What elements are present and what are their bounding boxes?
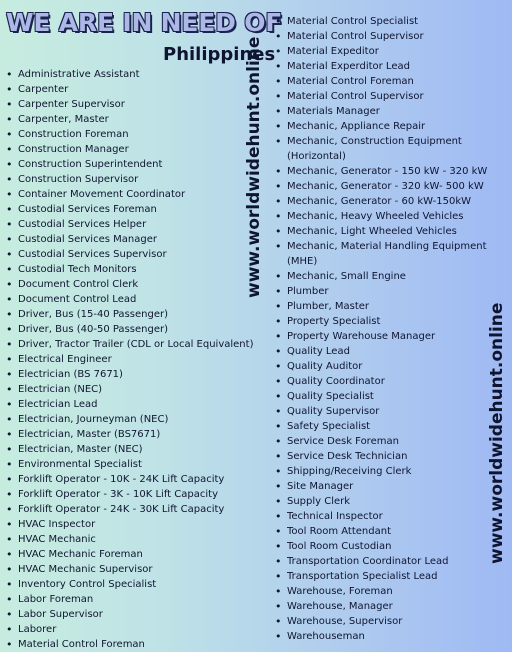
job-item: • HVAC Inspector (6, 517, 268, 532)
job-list-left (6, 67, 268, 652)
job-item: • Plumber (275, 284, 507, 299)
job-item: • Electrician (NEC) (6, 382, 268, 397)
job-item: • Tool Room Custodian (275, 539, 507, 554)
watermark-left: www.worldwidehunt.online (244, 36, 264, 298)
job-item: • Safety Specialist (275, 419, 507, 434)
job-item: • Warehouse, Supervisor (275, 614, 507, 629)
job-item: • Mechanic, Light Wheeled Vehicles (275, 224, 507, 239)
job-item: • Construction Foreman (6, 127, 268, 142)
job-item: • Warehouseman (275, 629, 507, 644)
country-name: Philippines (163, 44, 276, 65)
job-item: • Quality Specialist (275, 389, 507, 404)
job-item: • Document Control Lead (6, 292, 268, 307)
job-item: • Electrician, Journeyman (NEC) (6, 412, 268, 427)
job-item: • Site Manager (275, 479, 507, 494)
job-item: • Transportation Specialist Lead (275, 569, 507, 584)
job-item: • Material Control Supervisor (275, 29, 507, 44)
job-item: • Service Desk Foreman (275, 434, 507, 449)
job-item: • Quality Coordinator (275, 374, 507, 389)
job-item: • Driver, Bus (40-50 Passenger) (6, 322, 268, 337)
job-item: • Mechanic, Construction Equipment (Horizontal) (275, 134, 507, 164)
job-item: • Carpenter, Master (6, 112, 268, 127)
job-item: • Container Movement Coordinator (6, 187, 268, 202)
headline: WE ARE IN NEED OF (6, 8, 283, 37)
job-item: • Driver, Tractor Trailer (CDL or Local Equivalent) (6, 337, 268, 352)
job-item: • Material Expeditor (275, 44, 507, 59)
job-item: • Property Specialist (275, 314, 507, 329)
job-item: • Custodial Services Manager (6, 232, 268, 247)
job-item: • Carpenter (6, 82, 268, 97)
job-item: • Forklift Operator - 10K - 24K Lift Capacity (6, 472, 268, 487)
job-item: • Mechanic, Heavy Wheeled Vehicles (275, 209, 507, 224)
job-item: • Construction Supervisor (6, 172, 268, 187)
job-item: • Warehouse, Manager (275, 599, 507, 614)
job-item: • Laborer (6, 622, 268, 637)
job-item: • Driver, Bus (15-40 Passenger) (6, 307, 268, 322)
job-item: • Custodial Tech Monitors (6, 262, 268, 277)
job-item: • Material Control Specialist (275, 14, 507, 29)
job-item: • Electrician, Master (BS7671) (6, 427, 268, 442)
job-list-right (275, 14, 507, 644)
job-item: • Custodial Services Supervisor (6, 247, 268, 262)
job-item: • HVAC Mechanic Foreman (6, 547, 268, 562)
job-item: • Plumber, Master (275, 299, 507, 314)
job-item: • Warehouse, Foreman (275, 584, 507, 599)
job-item: • Material Experditor Lead (275, 59, 507, 74)
job-item: • Electrician, Master (NEC) (6, 442, 268, 457)
job-item: • Quality Auditor (275, 359, 507, 374)
job-item: • Custodial Services Helper (6, 217, 268, 232)
job-item: • Mechanic, Appliance Repair (275, 119, 507, 134)
job-item: • Forklift Operator - 3K - 10K Lift Capacity (6, 487, 268, 502)
job-item: • Material Control Foreman (275, 74, 507, 89)
job-item: • Document Control Clerk (6, 277, 268, 292)
job-item: • Shipping/Receiving Clerk (275, 464, 507, 479)
job-item: • HVAC Mechanic Supervisor (6, 562, 268, 577)
job-item: • Custodial Services Foreman (6, 202, 268, 217)
job-item: • Labor Foreman (6, 592, 268, 607)
job-item: • Quality Lead (275, 344, 507, 359)
job-item: • HVAC Mechanic (6, 532, 268, 547)
job-item: • Material Control Foreman (6, 637, 268, 652)
job-item: • Mechanic, Generator - 150 kW - 320 kW (275, 164, 507, 179)
job-item: • Forklift Operator - 24K - 30K Lift Capacity (6, 502, 268, 517)
job-item: • Carpenter Supervisor (6, 97, 268, 112)
job-item: • Electrician Lead (6, 397, 268, 412)
job-item: • Quality Supervisor (275, 404, 507, 419)
job-item: • Environmental Specialist (6, 457, 268, 472)
watermark-right: www.worldwidehunt.online (487, 302, 507, 564)
job-item: • Materials Manager (275, 104, 507, 119)
job-item: • Construction Manager (6, 142, 268, 157)
job-item: • Material Control Supervisor (275, 89, 507, 104)
job-item: • Mechanic, Material Handling Equipment (MHE) (275, 239, 507, 269)
job-item: • Service Desk Technician (275, 449, 507, 464)
job-item: • Mechanic, Generator - 60 kW-150kW (275, 194, 507, 209)
job-item: • Mechanic, Small Engine (275, 269, 507, 284)
job-item: • Transportation Coordinator Lead (275, 554, 507, 569)
job-item: • Inventory Control Specialist (6, 577, 268, 592)
job-item: • Electrical Engineer (6, 352, 268, 367)
job-item: • Technical Inspector (275, 509, 507, 524)
job-item: • Mechanic, Generator - 320 kW- 500 kW (275, 179, 507, 194)
job-item: • Tool Room Attendant (275, 524, 507, 539)
job-item: • Administrative Assistant (6, 67, 268, 82)
job-item: • Labor Supervisor (6, 607, 268, 622)
job-item: • Supply Clerk (275, 494, 507, 509)
job-item: • Construction Superintendent (6, 157, 268, 172)
job-item: • Property Warehouse Manager (275, 329, 507, 344)
job-item: • Electrician (BS 7671) (6, 367, 268, 382)
